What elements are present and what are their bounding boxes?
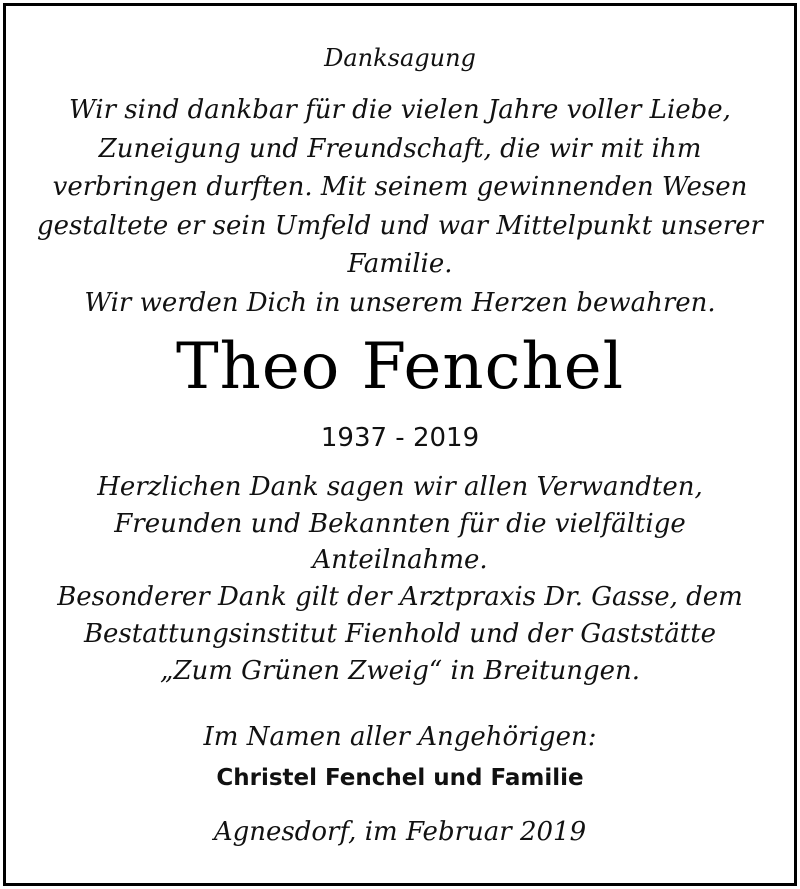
intro-line: Zuneigung und Freundschaft, die wir mit ihm: [98, 133, 702, 164]
intro-line: Familie.: [347, 249, 453, 279]
family-signature: Christel Fenchel und Familie: [216, 765, 584, 791]
thanks-line: „Zum Grünen Zweig“ in Breitungen.: [159, 655, 641, 686]
intro-line: Wir sind dankbar für die vielen Jahre voller Liebe,: [69, 95, 731, 125]
thanks-line: Freunden und Bekannten für die vielfältige: [114, 508, 686, 539]
intro-line: Wir werden Dich in unserem Herzen bewahren.: [84, 287, 716, 318]
intro-line: verbringen durften. Mit seinem gewinnenden Wesen: [52, 172, 748, 202]
place-date: Agnesdorf, im Februar 2019: [213, 817, 587, 847]
thanks-line: Bestattungsinstitut Fienhold und der Gaststätte: [83, 618, 717, 649]
intro-text: [0, 91, 800, 322]
intro-line: gestaltete er sein Umfeld und war Mittelpunkt unserer: [37, 210, 763, 241]
thanks-line: Anteilnahme.: [312, 545, 488, 576]
deceased-name: Theo Fenchel: [175, 330, 625, 404]
thanks-text: [0, 469, 800, 689]
thanks-line: Herzlichen Dank sagen wir allen Verwandten,: [97, 472, 703, 502]
notice-heading: Danksagung: [324, 44, 476, 72]
life-years: 1937 - 2019: [320, 423, 480, 453]
closing-line: Im Namen aller Angehörigen:: [203, 722, 597, 752]
thanks-line: Besonderer Dank gilt der Arztpraxis Dr. Gasse, dem: [57, 582, 743, 613]
